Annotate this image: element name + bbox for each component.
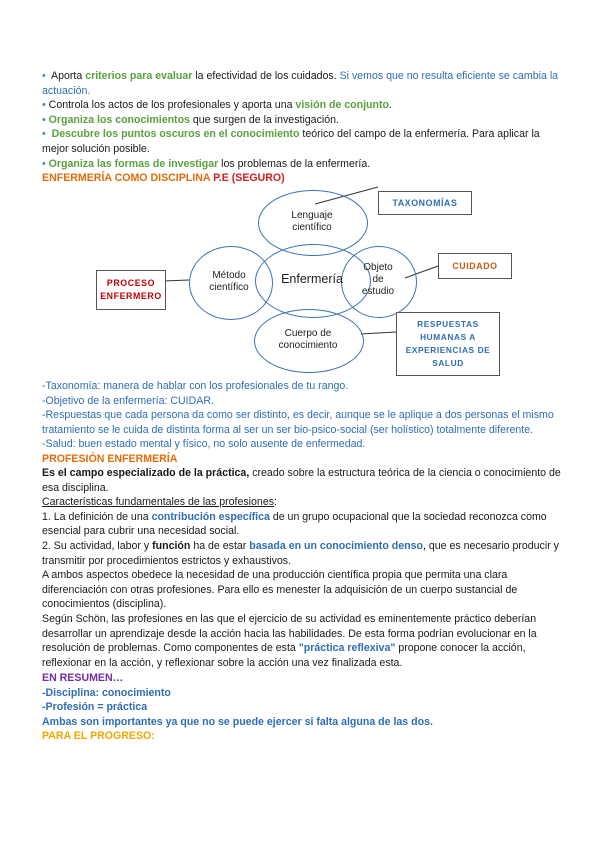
- box-proceso: PROCESO ENFERMERO: [96, 270, 166, 310]
- resumen-section: EN RESUMEN… -Disciplina: conocimiento -Profesión = práctica Ambas son importantes ya que no se puede ejercer si falta alguna de las dos. PARA EL PROGRESO:: [42, 671, 562, 744]
- progreso-heading: PARA EL PROGRESO:: [42, 730, 155, 743]
- label-metodo: Método científico: [209, 270, 249, 293]
- note-taxonomia: -Taxonomía: manera de hablar con los profesionales de tu rango.: [42, 380, 349, 392]
- box-respuestas: RESPUESTAS HUMANAS A EXPERIENCIAS DE SALUD: [396, 312, 500, 376]
- bullet-1: • Aporta criterios para evaluar la efectividad de los cuidados. Si vemos que no resulta eficiente se cambia la: [42, 70, 559, 82]
- bullet-4: • Descubre los puntos oscuros en el conocimiento teórico del campo de la enfermería. Para aplicar la: [42, 128, 540, 141]
- bullet-2: • Controla los actos de los profesionales y aporta una visión de conjunto.: [42, 99, 392, 112]
- connector-respuestas: [361, 332, 396, 334]
- connector-proceso: [163, 280, 189, 281]
- heading-profesion: PROFESIÓN ENFERMERÍA: [42, 452, 178, 465]
- note-objetivo: -Objetivo de la enfermería: CUIDAR.: [42, 394, 214, 407]
- label-lenguaje: Lenguaje científico: [291, 210, 333, 233]
- label-enfermeria: Enfermería: [281, 272, 343, 286]
- diagram-notes: [42, 379, 562, 467]
- box-cuidado: CUIDADO: [438, 253, 512, 279]
- heading-disciplina: ENFERMERÍA COMO DISCIPLINA P.E (SEGURO): [42, 172, 285, 185]
- box-taxonomias: TAXONOMÍAS: [378, 191, 472, 215]
- bullet-3: • Organiza los conocimientos que surgen de la investigación.: [42, 113, 339, 126]
- bullet-marker: •: [42, 70, 46, 82]
- caracteristicas-heading: Características fundamentales de las profesiones:: [42, 496, 277, 509]
- label-cuerpo: Cuerpo de conocimiento: [278, 328, 338, 351]
- bullet-1-cont: actuación.: [42, 84, 91, 97]
- resumen-heading: EN RESUMEN…: [42, 672, 124, 684]
- profesion-section: Es el campo especializado de la práctica, creado sobre la estructura teórica de la ciencia o conocimiento de esa disciplina. Características fundamentales de las profesiones: 1. La definición de una contribución específica de un grupo ocupacional que la sociedad reconozca como esencial para cubrir una necesidad social. 2. Su actividad, labor y función ha de estar basada en un conocimiento denso, que es necesario producir y transmitir por procedimientos estrictos y exhaustivos. A ambos aspectos obedece la necesidad de una producción científica propia que permita una clara diferenciación con otras profesiones. Para ello es menester la adquisición de un cuerpo sustancial de conocimientos (disciplina). Según Schön, las profesiones en las que el ejercicio de su actividad es eminentemente práctico deberían desarrollar un aprendizaje desde la acción hacia las habilidades. De esta forma podrían evolucionar en la resolución de problemas. Como componentes de esta "práctica reflexiva" propone conocer la acción, reflexionar en la acción, y reflexionar sobre la acción una vez finalizada esta.: [42, 467, 561, 669]
- label-objeto: Objeto de estudio: [361, 262, 395, 297]
- note-respuestas-cont: tratamiento se le cuida de distinta forma al ser un ser bio-psico-social (ser holístico) totalmente diferente.: [42, 423, 534, 436]
- bullet-4-cont: mejor solución posible.: [42, 142, 150, 155]
- note-respuestas: -Respuestas que cada persona da como ser distinto, es decir, aunque se le aplique a dos personas el mismo: [42, 409, 554, 422]
- note-salud: -Salud: buen estado mental y físico, no solo ausente de enfermedad.: [42, 438, 366, 451]
- bullet-5: • Organiza las formas de investigar los problemas de la enfermería.: [42, 157, 371, 170]
